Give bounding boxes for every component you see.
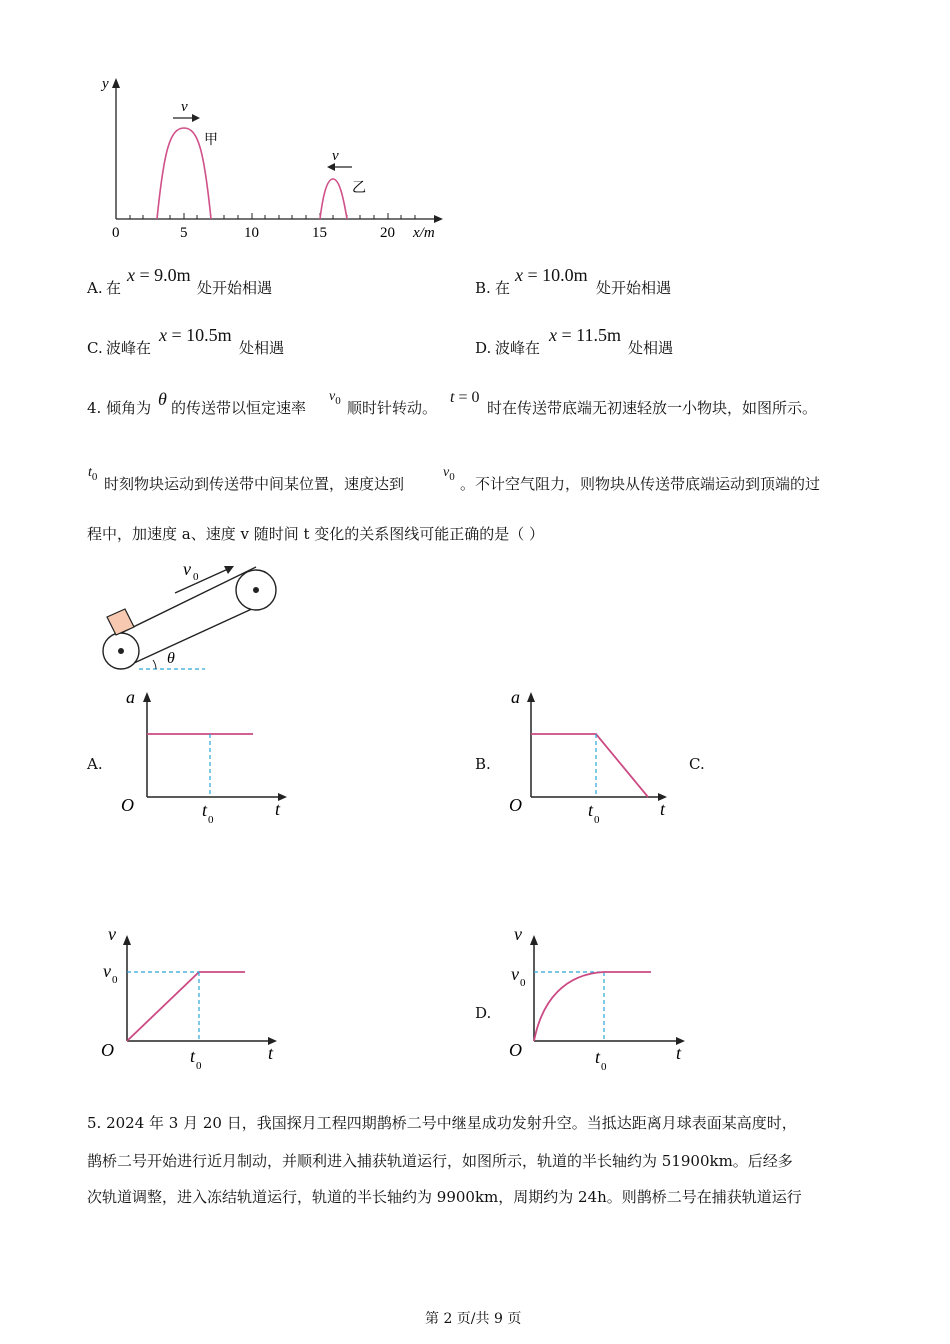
wave-y-label: y: [102, 76, 109, 92]
graph-d-origin: O: [509, 1040, 522, 1060]
wave-tick-10: 10: [244, 225, 259, 241]
option-value: = 10.0m: [527, 265, 588, 285]
graph-c-t0-sub: 0: [196, 1060, 202, 1072]
q4-line3: 程中，加速度 a、速度 v 随时间 t 变化的关系图线可能正确的是（ ）: [87, 525, 545, 543]
option-letter: C.: [87, 339, 103, 357]
q5-line2: 鹊桥二号开始进行近月制动，并顺利进入捕获轨道运行，如图所示，轨道的半长轴约为 51900km。后经多: [87, 1152, 793, 1170]
option-letter: B.: [475, 279, 491, 297]
option-prefix: 在: [106, 279, 122, 297]
wave-x-label: x/m: [413, 225, 435, 241]
wave-tick-20: 20: [380, 225, 395, 241]
q4-theta: θ: [158, 389, 167, 409]
wave-tick-0: 0: [112, 225, 120, 241]
graph-a-y-axis: a: [126, 687, 135, 707]
graph-a-t0-sub: 0: [208, 814, 214, 826]
graph-d-v0: v: [511, 964, 519, 984]
option-letter: D.: [475, 339, 492, 357]
graph-d-v0-sub: 0: [520, 977, 526, 989]
option-x-var: x: [549, 325, 557, 345]
wave-a-velocity: v: [181, 99, 188, 115]
graph-a-t-axis: t: [275, 799, 281, 819]
graph-b-t-axis: t: [660, 799, 666, 819]
q4-line1-a: 4. 倾角为: [87, 399, 152, 417]
option-x-var: x: [127, 265, 135, 285]
option-prefix: 波峰在: [495, 339, 541, 357]
graph-c-v0: v: [103, 961, 111, 981]
wave-a-label: 甲: [204, 133, 218, 148]
graph-b-y-axis: a: [511, 687, 520, 707]
option-x-var: x: [159, 325, 167, 345]
q4-v0-2: v: [443, 465, 450, 480]
graph-c-t0: t: [190, 1046, 196, 1066]
graph-d-t0: t: [595, 1047, 601, 1067]
page-number: 第 2 页/共 9 页: [425, 1311, 522, 1327]
q4-v0-sub: 0: [335, 395, 341, 407]
q4-line1-b: 的传送带以恒定速率: [171, 399, 307, 417]
option-suffix: 处开始相遇: [596, 279, 672, 297]
graph-d-letter[interactable]: D.: [475, 1004, 492, 1022]
belt-v0-sub: 0: [193, 571, 199, 583]
q5-line3: 次轨道调整，进入冻结轨道运行，轨道的半长轴约为 9900km，周期约为 24h。则鹊桥二号在捕获轨道运行: [87, 1188, 802, 1206]
graph-b-t0-sub: 0: [594, 814, 600, 826]
wave-b-label: 乙: [352, 181, 366, 196]
belt-theta: θ: [167, 650, 175, 667]
graph-d-y-axis: v: [514, 924, 522, 944]
q4-t0: t: [88, 465, 92, 480]
q4-t0-sub: 0: [91, 471, 98, 483]
graph-b-origin: O: [509, 795, 522, 815]
graph-d-t0-sub: 0: [601, 1061, 607, 1073]
belt-v0: v: [183, 559, 191, 579]
q4-t-val: = 0: [458, 389, 480, 406]
graph-b-t0: t: [588, 800, 594, 820]
graph-a-letter[interactable]: A.: [87, 755, 103, 773]
option-x-var: x: [515, 265, 523, 285]
option-value: = 11.5m: [561, 325, 621, 345]
graph-c-t-axis: t: [268, 1043, 274, 1063]
q4-line1-c: 顺时针转动。: [347, 399, 438, 417]
q4-line2-a: 时刻物块运动到传送带中间某位置，速度达到: [104, 475, 405, 493]
q4-line2-b: 。不计空气阻力，则物块从传送带底端运动到顶端的过: [460, 475, 821, 493]
graph-b-letter[interactable]: B.: [475, 755, 491, 773]
option-prefix: 在: [495, 279, 511, 297]
graph-c-v0-sub: 0: [112, 974, 118, 986]
wave-tick-5: 5: [180, 225, 188, 241]
wave-tick-15: 15: [312, 225, 327, 241]
option-value: = 10.5m: [171, 325, 232, 345]
wave-b-velocity: v: [332, 148, 339, 164]
q5-line1: 5. 2024 年 3 月 20 日，我国探月工程四期鹊桥二号中继星成功发射升空。当抵达距离月球表面某高度时，: [87, 1114, 797, 1132]
option-prefix: 波峰在: [106, 339, 152, 357]
q4-v0: v: [329, 389, 336, 404]
q4-t: t: [450, 389, 455, 406]
graph-a-t0: t: [202, 800, 208, 820]
graph-c-origin: O: [101, 1040, 114, 1060]
option-suffix: 处开始相遇: [197, 279, 273, 297]
option-suffix: 处相遇: [628, 339, 674, 357]
option-suffix: 处相遇: [239, 339, 285, 357]
graph-d-t-axis: t: [676, 1043, 682, 1063]
graph-c-letter[interactable]: C.: [689, 755, 705, 773]
graph-c-y-axis: v: [108, 924, 116, 944]
q4-v0-2-sub: 0: [449, 471, 455, 483]
option-value: = 9.0m: [139, 265, 191, 285]
graph-a-origin: O: [121, 795, 134, 815]
q4-line1-d: 时在传送带底端无初速轻放一小物块，如图所示。: [487, 399, 818, 417]
option-letter: A.: [87, 279, 103, 297]
